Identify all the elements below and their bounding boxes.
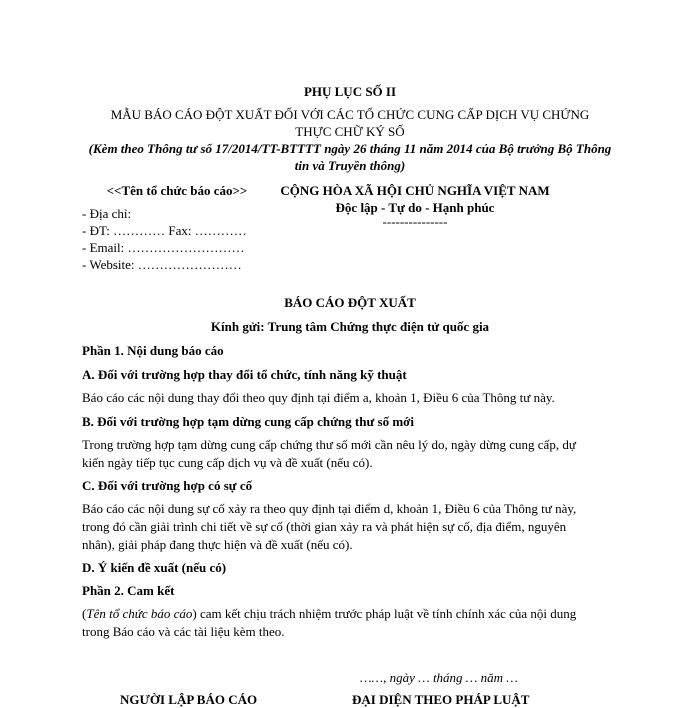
section-b-text-line2: kiến ngày tiếp tục cung cấp dịch vụ và đề xuất (nếu có). [82, 455, 373, 470]
org-website: - Website: …………………… [82, 257, 242, 272]
signature-right-title: ĐẠI DIỆN THEO PHÁP LUẬT [352, 692, 530, 707]
part2-heading: Phần 2. Cam kết [82, 583, 175, 598]
commitment-org-name: Tên tổ chức báo cáo [86, 606, 193, 621]
national-divider: --------------- [382, 214, 448, 229]
appendix-heading-line1: MẪU BÁO CÁO ĐỘT XUẤT ĐỐI VỚI CÁC TỔ CHỨC CUNG CẤP DỊCH VỤ CHỨNG [110, 107, 590, 122]
appendix-title: PHỤ LỤC SỐ II [303, 84, 397, 99]
section-a-title: A. Đối với trường hợp thay đổi tổ chức, tính năng kỹ thuật [82, 367, 407, 382]
org-address: - Địa chỉ: [82, 206, 132, 221]
commitment-text: ) cam kết chịu trách nhiệm trước pháp luật về tính chính xác của nội dung [192, 606, 577, 621]
appendix-note-line1: (Kèm theo Thông tư số 17/2014/TT-BTTTT ngày 26 tháng 11 năm 2014 của Bộ trưởng Bộ Thông [88, 141, 612, 156]
org-email: - Email: ……………………… [82, 240, 245, 255]
appendix-heading-line2: THỰC CHỮ KÝ SỐ [295, 124, 405, 139]
section-c-text-line3: nhân), giải pháp đang thực hiện và đề xuất (nếu có). [82, 537, 353, 552]
section-c-title: C. Đối với trường hợp có sự cố [82, 478, 253, 493]
part1-heading: Phần 1. Nội dung báo cáo [82, 343, 224, 358]
national-title: CỘNG HÒA XÃ HỘI CHỦ NGHĨA VIỆT NAM [280, 183, 550, 198]
section-b-text-line1: Trong trường hợp tạm dừng cung cấp chứng thư số mới cần nêu lý do, ngày dừng cung cấp, dự [82, 437, 576, 452]
national-motto: Độc lập - Tự do - Hạnh phúc [335, 200, 495, 215]
section-b-title: B. Đối với trường hợp tạm dừng cung cấp chứng thư số mới [82, 414, 414, 429]
section-c-text-line2: trong đó cần giải trình chi tiết về sự cố (thời gian xảy ra và phát hiện sự cố, địa điểm, nguyên [82, 519, 567, 534]
org-name: <<Tên tổ chức báo cáo>> [106, 183, 248, 198]
report-title: BÁO CÁO ĐỘT XUẤT [284, 295, 416, 310]
commitment-line1: (Tên tổ chức báo cáo) cam kết chịu trách nhiệm trước pháp luật về tính chính xác của nội dung [82, 606, 577, 621]
org-phone-fax: - ĐT: ………… Fax: ………… [82, 223, 247, 238]
appendix-note-line2: tin và Truyền thông) [294, 158, 406, 173]
report-recipient: Kính gửi: Trung tâm Chứng thực điện tử quốc gia [210, 319, 490, 334]
section-a-text: Báo cáo các nội dung thay đổi theo quy định tại điểm a, khoản 1, Điều 6 của Thông tư này. [82, 390, 555, 405]
section-c-text-line1: Báo cáo các nội dung sự cố xảy ra theo quy định tại điểm d, khoản 1, Điều 6 của Thông tư này, [82, 501, 577, 516]
section-d-title: D. Ý kiến đề xuất (nếu có) [82, 560, 227, 575]
commitment-line2: trong Báo cáo và các tài liệu kèm theo. [82, 624, 285, 639]
signature-date: ……, ngày … tháng … năm … [360, 670, 518, 685]
signature-left-title: NGƯỜI LẬP BÁO CÁO [120, 692, 258, 707]
